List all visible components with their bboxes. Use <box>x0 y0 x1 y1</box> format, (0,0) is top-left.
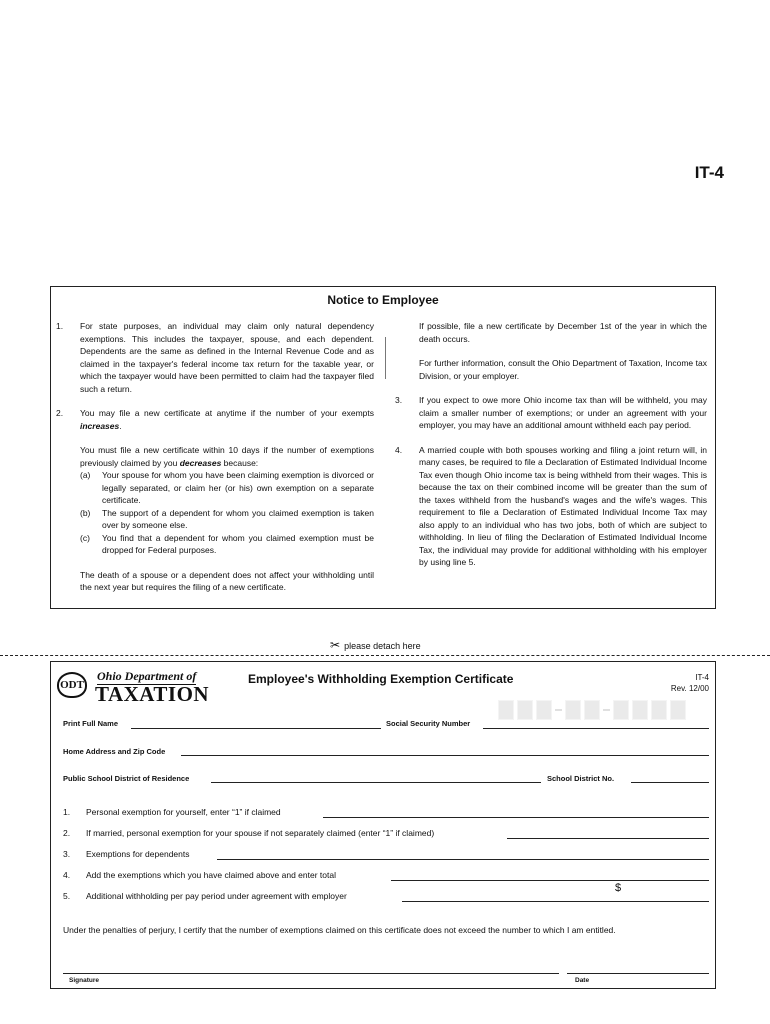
date-field[interactable] <box>567 973 709 974</box>
address-label: Home Address and Zip Code <box>63 747 166 756</box>
certificate-form-number: IT-4 Rev. 12/00 <box>670 673 709 693</box>
taxation-logo <box>57 668 210 706</box>
notice-item-2 <box>56 407 374 594</box>
item-text: For state purposes, an individual may claim only natural dependency exemptions. This includes the taxpayer, spouse, and each dependent. Dependents are the same as defined in the Internal Revenue Code and as claimed in the taxpayer's federal income tax return for the taxable year, or which the taxpayer would have been permitted to claim had the taxpayer filed such a return. <box>80 321 374 394</box>
scissors-icon: ✂ <box>330 638 341 652</box>
item-number: 3. <box>395 395 403 405</box>
line-1-label: 1. Personal exemption for yourself, enter “1” if claimed <box>63 807 281 817</box>
name-field[interactable] <box>131 728 381 729</box>
line-2-label: 2. If married, personal exemption for your spouse if not separately claimed (enter “1” if claimed) <box>63 828 435 838</box>
line-4-field[interactable] <box>391 880 709 881</box>
ssn-field[interactable] <box>483 728 709 729</box>
notice-left-column <box>56 320 374 594</box>
item-text: If you expect to owe more Ohio income tax than will be withheld, you may claim a smaller number of exemptions; or under an agreement with your employer, you may have an additional amount withheld each pay period. <box>419 395 707 430</box>
ssn-label: Social Security Number <box>386 719 471 728</box>
line-1-field[interactable] <box>323 817 709 818</box>
item-text: A married couple with both spouses working and filing a joint return will, in many cases, be required to file a Declaration of Estimated Individual Income Tax even though Ohio income tax is being withheld from their wages. This is because the tax on their combined income will be greater than the sum of the taxes withheld from the husband's wages and the wife's wages. This requirement to file a Declaration of Estimated Individual Income Tax may also apply to an individual who has two jobs, both of which are subject to withholding. In lieu of filing the Declaration of Estimated Individual Income Tax, the individual may provide for additional withholding with his employer by using line 5. <box>419 444 707 567</box>
odt-logo-icon: ODT <box>57 672 87 698</box>
line-5-label: 5. Additional withholding per pay period under agreement with employer <box>63 891 347 901</box>
item-text: The death of a spouse or a dependent does not affect your withholding until the next year but requires the filing of a new certificate. <box>80 569 374 592</box>
line-4-label: 4. Add the exemptions which you have claimed above and enter total <box>63 870 336 880</box>
item-text: You may file a new certificate at anytime if the number of your exempts increases. <box>80 408 374 431</box>
school-district-field[interactable] <box>211 782 541 783</box>
sub-item-b: (b) The support of a dependent for whom you claimed exemption is taken over by someone else. <box>80 507 374 530</box>
address-field[interactable] <box>181 755 709 756</box>
logo-dept-text: Ohio Department of <box>97 669 197 683</box>
item-number: 2. <box>56 408 64 418</box>
certificate-box <box>50 661 716 989</box>
logo-taxation-text: TAXATION <box>95 682 210 706</box>
form-number: IT-4 <box>694 163 724 182</box>
signature-field[interactable] <box>63 973 559 974</box>
notice-title: Notice to Employee <box>327 293 439 307</box>
date-label: Date <box>575 977 590 984</box>
notice-right-column <box>395 320 707 569</box>
line-5-field[interactable] <box>402 901 709 902</box>
sub-item-c: (c) You find that a dependent for whom you claimed exemption must be dropped for Federal purposes. <box>80 532 374 555</box>
signature-label: Signature <box>69 977 99 984</box>
detach-label: ✂ please detach here <box>330 638 421 652</box>
notice-continuation: If possible, file a new certificate by December 1st of the year in which the death occurs. For further information, consult the Ohio Department of Taxation, Income tax Division, or your employer. <box>419 321 707 381</box>
notice-item-3 <box>395 394 707 432</box>
item-text: You must file a new certificate within 10 days if the number of exemptions previously claimed by you decreases because: <box>80 445 374 468</box>
perjury-statement: Under the penalties of perjury, I certify that the number of exemptions claimed on this certificate does not exceed the number to which I am entitled. <box>63 925 616 935</box>
line-3-field[interactable] <box>217 859 709 860</box>
notice-item-1 <box>56 320 374 395</box>
school-district-label: Public School District of Residence <box>63 774 190 783</box>
name-label: Print Full Name <box>63 719 119 728</box>
item-number: 1. <box>56 321 64 331</box>
detach-line <box>0 655 770 656</box>
line-2-field[interactable] <box>507 838 709 839</box>
column-divider <box>385 337 386 379</box>
item-number: 4. <box>395 444 403 455</box>
notice-box <box>50 286 716 609</box>
notice-item-4 <box>395 444 707 569</box>
certificate-title: Employee's Withholding Exemption Certificate <box>248 672 514 686</box>
ssn-boxes[interactable] <box>498 700 686 720</box>
dollar-sign: $ <box>615 882 622 894</box>
sub-item-a: (a) Your spouse for whom you have been claiming exemption is divorced or legally separated, or claim her (or his) own exemption on a separate certificate. <box>80 470 374 505</box>
school-district-no-field[interactable] <box>631 782 709 783</box>
school-district-no-label: School District No. <box>547 774 615 783</box>
line-3-label: 3. Exemptions for dependents <box>63 849 190 859</box>
